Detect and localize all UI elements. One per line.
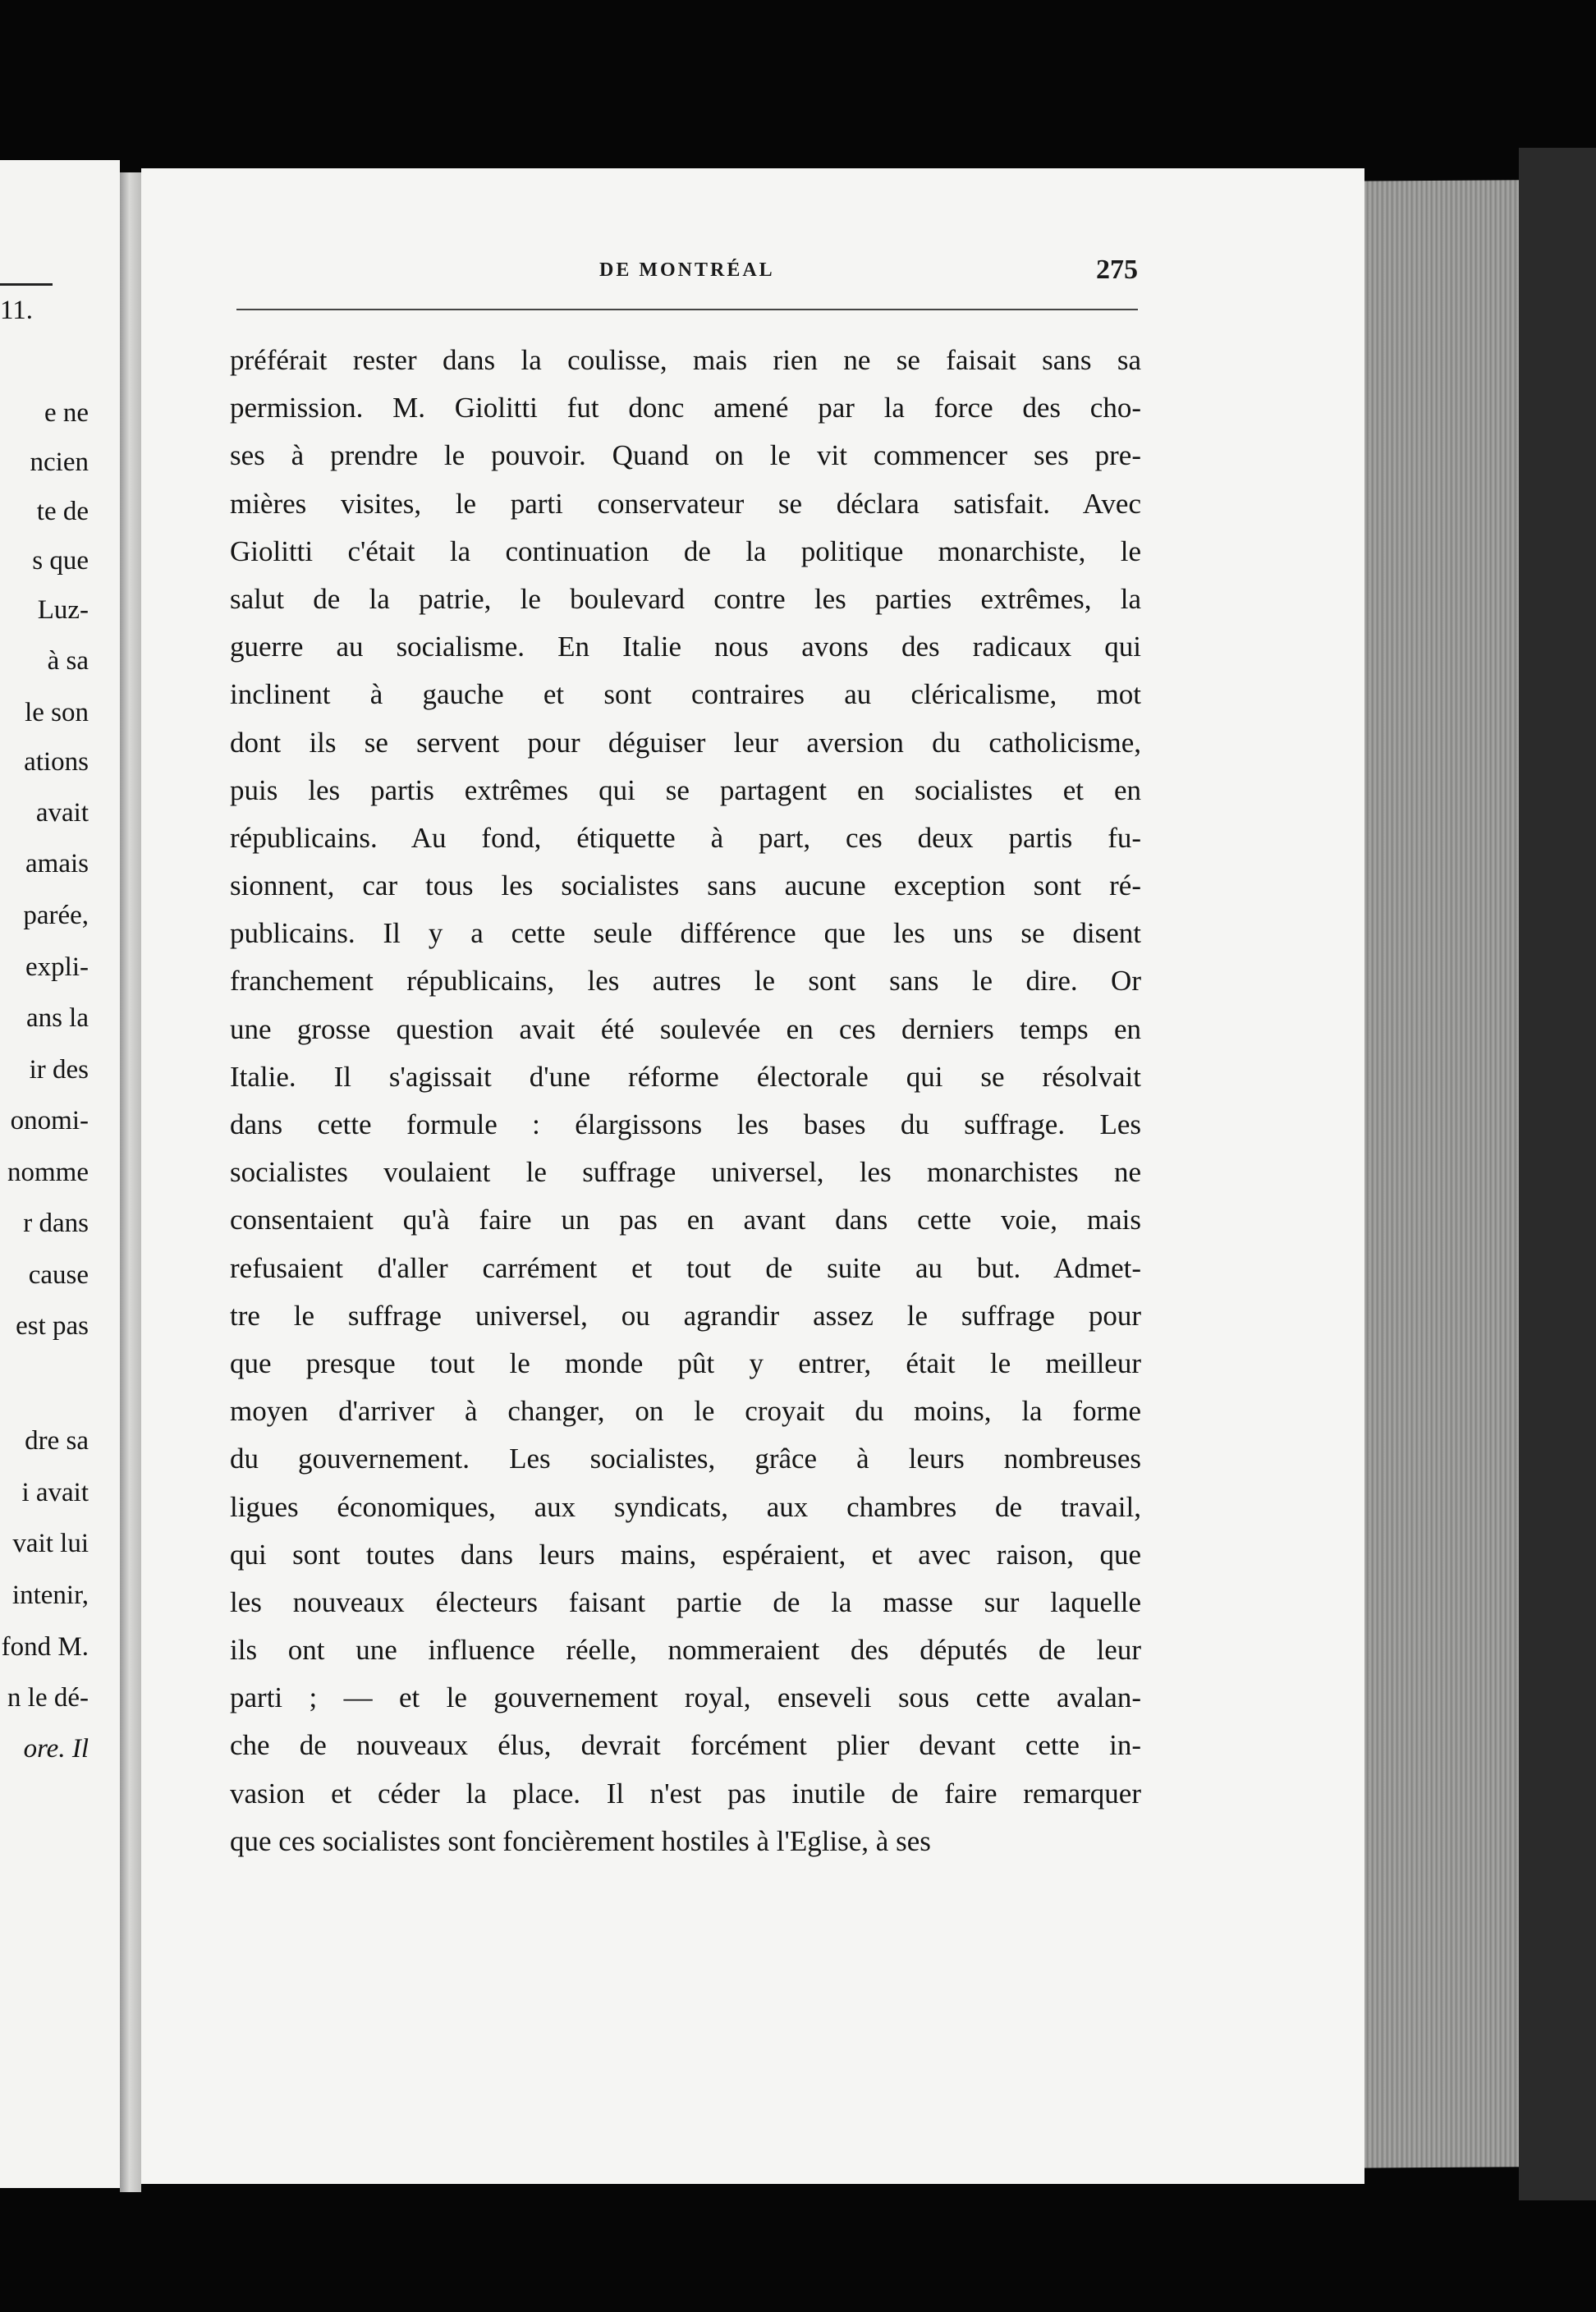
text-line: publicains. Il y a cette seule différence que les uns se disent [230,917,1141,950]
text-line: qui sont toutes dans leurs mains, espéraient, et avec raison, que [230,1538,1141,1571]
left-page-fragment: r dans [23,1209,89,1238]
left-page-fragment: vait lui [12,1529,89,1558]
text-line: inclinent à gauche et sont contraires au cléricalisme, mot [230,678,1141,711]
book-cover-edge [1519,148,1596,2200]
text-line: ils ont une influence réelle, nommeraient des députés de leur [230,1634,1141,1667]
left-page-fragment: intenir, [11,1580,89,1610]
text-line: moyen d'arriver à changer, on le croyait du moins, la forme [230,1395,1141,1428]
text-line: républicains. Au fond, étiquette à part, ces deux partis fu- [230,821,1141,854]
text-line: mières visites, le parti conservateur se déclara satisfait. Avec [230,487,1141,520]
text-line: tre le suffrage universel, ou agrandir assez le suffrage pour [230,1299,1141,1332]
body-text [230,337,1141,1865]
text-line: puis les partis extrêmes qui se partagent en socialistes et en [230,773,1141,806]
text-line: Giolitti c'était la continuation de la politique monarchiste, le [230,534,1141,567]
text-line: sionnent, car tous les socialistes sans aucune exception sont ré- [230,869,1141,902]
left-page-fragment: cause [28,1260,89,1290]
page-number: 275 [1096,255,1138,285]
left-page-fragment: te de [36,497,89,526]
left-page-fragment: ations [24,747,89,777]
left-page-fragment: ans la [25,1003,89,1033]
text-line: che de nouveaux élus, devrait forcément plier devant cette in- [230,1729,1141,1762]
text-line: guerre au socialisme. En Italie nous avons des radicaux qui [230,631,1141,663]
text-line: consentaient qu'à faire un pas en avant dans cette voie, mais [230,1204,1141,1236]
text-line: préférait rester dans la coulisse, mais rien ne se faisait sans sa [230,344,1141,376]
left-page-fragment: avait [35,798,89,828]
left-page-fragment: ncien [30,447,89,477]
left-page-fragment: expli- [25,952,89,982]
left-page-fragment: e ne [44,398,89,428]
running-title: DE MONTRÉAL [599,259,775,281]
text-line: une grosse question avait été soulevée en ces derniers temps en [230,1012,1141,1045]
left-page-fragment: à sa [47,646,89,676]
left-page [0,160,120,2188]
text-line: les nouveaux électeurs faisant partie de la masse sur laquelle [230,1585,1141,1618]
text-line: refusaient d'aller carrément et tout de suite au but. Admet- [230,1251,1141,1284]
left-page-fragment: s que [32,546,89,576]
left-page-fragment: 11. [0,296,34,325]
text-line: vasion et céder la place. Il n'est pas inutile de faire remarquer [230,1777,1141,1810]
left-page-fragment: ir des [29,1055,89,1085]
text-line: franchement républicains, les autres le sont sans le dire. Or [230,965,1141,998]
text-line: ses à prendre le pouvoir. Quand on le vit commencer ses pre- [230,439,1141,472]
left-page-fragment: Luz- [37,595,89,625]
text-line: socialistes voulaient le suffrage universel, les monarchistes ne [230,1156,1141,1189]
page-header [222,253,1138,327]
left-page-fragment: ore. Il [23,1734,89,1764]
header-rule [236,309,1138,310]
left-page-fragment: est pas [16,1311,89,1341]
left-page-fragment: fond M. [1,1632,89,1662]
left-page-fragment: n le dé- [7,1683,89,1713]
left-page-fragment: dre sa [25,1426,89,1456]
left-page-fragment: amais [25,849,89,878]
text-line: salut de la patrie, le boulevard contre les parties extrêmes, la [230,582,1141,615]
text-line: que presque tout le monde pût y entrer, était le meilleur [230,1346,1141,1379]
left-page-fragment: onomi- [10,1106,89,1135]
text-line: dans cette formule : élargissons les bases du suffrage. Les [230,1108,1141,1140]
text-line: parti ; — et le gouvernement royal, enseveli sous cette avalan- [230,1681,1141,1714]
text-line: ligues économiques, aux syndicats, aux chambres de travail, [230,1490,1141,1523]
book-gutter [120,172,141,2192]
left-page-fragment: le son [25,698,89,727]
left-page-rule [0,283,53,286]
text-line: dont ils se servent pour déguiser leur aversion du catholicisme, [230,726,1141,759]
page-edges [1338,180,1519,2168]
text-line: que ces socialistes sont foncièrement hostiles à l'Eglise, à ses [230,1824,931,1857]
left-page-fragment: i avait [21,1478,89,1507]
left-page-fragment: parée, [23,901,89,930]
text-line: permission. M. Giolitti fut donc amené par la force des cho- [230,392,1141,424]
text-line: du gouvernement. Les socialistes, grâce à leurs nombreuses [230,1443,1141,1475]
text-line: Italie. Il s'agissait d'une réforme électorale qui se résolvait [230,1060,1141,1093]
left-page-fragment: nomme [7,1158,89,1187]
